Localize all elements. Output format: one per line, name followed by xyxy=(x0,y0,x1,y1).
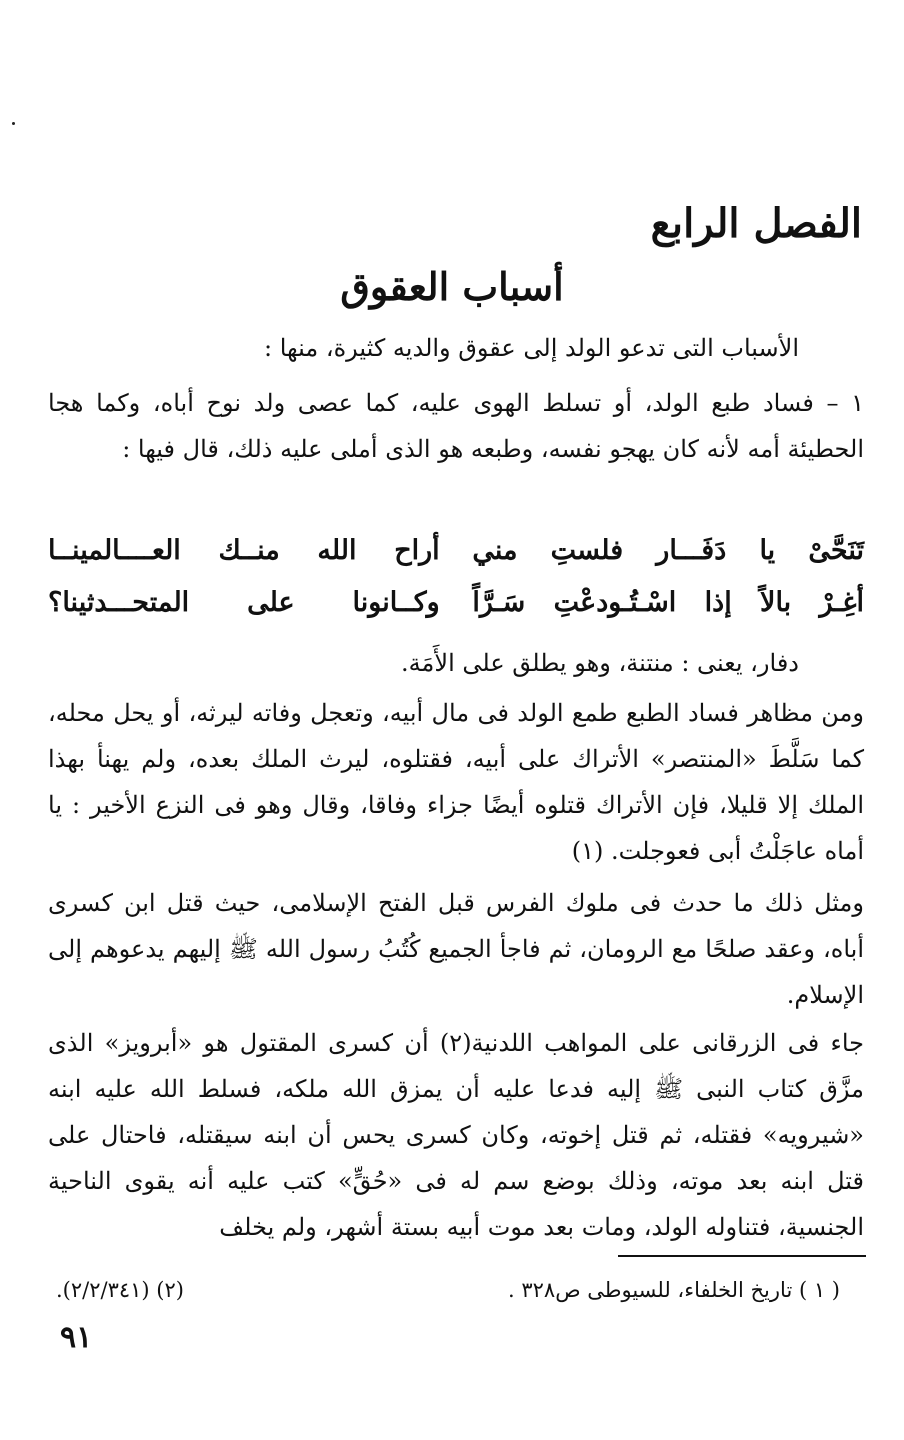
footnotes xyxy=(56,1275,840,1305)
footnote-1: ( ١ ) تاريخ الخلفاء، للسيوطى ص٣٢٨ . xyxy=(507,1278,840,1302)
poem-verse-2-first-hemistich: أغِـرْ بالاً إذا اسْـتُـودعْتِ سَـرَّاً xyxy=(472,587,864,618)
chapter-title: الفصل الرابع xyxy=(650,200,862,247)
intro-paragraph: الأسباب التى تدعو الولد إلى عقوق والديه كثيرة، منها : xyxy=(264,334,799,362)
footnote-separator xyxy=(618,1255,866,1257)
scan-speck xyxy=(12,122,15,125)
footnote-2: (٢) (٢/٢/٣٤١). xyxy=(56,1278,184,1302)
gloss-paragraph: دفار، يعنى : منتنة، وهو يطلق على الأَمَة. xyxy=(401,649,799,677)
poem-verse-1 xyxy=(48,525,864,577)
poem-verse-2 xyxy=(48,577,864,629)
paragraph-2: ومن مظاهر فساد الطبع طمع الولد فى مال أبيه، وتعجل وفاته ليرثه، أو يحل محله، كما سَلَّطَ «المنتصر» الأتراك على أبيه، فقتلوه، ليرث الملك بعده، ولم يهنأ بهذا الملك إلا قليلا، فإن الأتراك قتلوه أيضًا جزاء وفاقا، وقال وهو فى النزع الأخير : يا أماه عاجَلْتُ أبى فعوجلت. (١) xyxy=(48,699,864,865)
poem-verse-1-first-hemistich: تَنَحَّىْ يا دَفَـــار فلستِ مني xyxy=(472,535,864,566)
paragraph-1: ١ – فساد طبع الولد، أو تسلط الهوى عليه، كما عصى ولد نوح أباه، وكما هجا الحطيئة أمه لأنه كان يهجو نفسه، وطبعه هو الذى أملى عليه ذلك، قال فيها : xyxy=(48,389,864,463)
page-number: ٩١ xyxy=(60,1320,93,1355)
paragraph-4: جاء فى الزرقانى على المواهب اللدنية(٢) أن كسرى المقتول هو «أبرويز» الذى مزَّق كتاب النبى ﷺ إليه فدعا عليه أن يمزق الله ملكه، فسلط الله عليه ابنه «شيرويه» فقتله، ثم قتل إخوته، وكان كسرى يحس أن ابنه سيقتله، فاحتال على قتل ابنه بعد موته، وذلك بوضع سم له فى «حُقٍّ» كتب عليه أنه يقوى الناحية الجنسية، فتناوله الولد، ومات بعد موت أبيه بستة أشهر، ولم يخلف xyxy=(48,1029,864,1241)
poem xyxy=(48,525,864,629)
paragraph-3: ومثل ذلك ما حدث فى ملوك الفرس قبل الفتح الإسلامى، حيث قتل ابن كسرى أباه، وعقد صلحًا مع الرومان، ثم فاجأ الجميع كُتُبُ رسول الله ﷺ إليهم يدعوهم إلى الإسلام. xyxy=(48,889,864,1009)
poem-verse-1-second-hemistich: أراح الله منــك العــــالمينــا xyxy=(48,535,440,566)
section-title: أسباب العقوق xyxy=(340,264,564,309)
poem-verse-2-second-hemistich: وكــانونا على المتحـــدثينا؟ xyxy=(48,587,440,618)
